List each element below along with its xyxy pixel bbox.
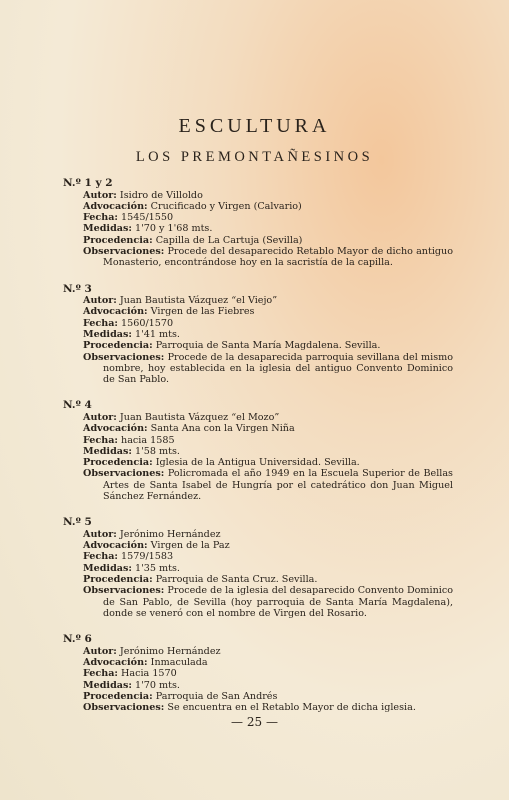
medidas-value: 1'70 y 1'68 mts.	[135, 223, 213, 235]
entry-number: N.º 3	[63, 282, 92, 295]
advocacion-field	[83, 657, 453, 668]
advocacion-value: Virgen de las Fiebres	[150, 306, 255, 318]
catalog-entry	[63, 517, 453, 619]
fecha-field	[83, 212, 453, 223]
medidas-field	[83, 446, 453, 457]
fecha-value: 1560/1570	[121, 317, 174, 329]
advocacion-field	[83, 306, 453, 317]
procedencia-label: Procedencia:	[83, 234, 153, 246]
entry-number: N.º 1 y 2	[63, 177, 113, 189]
section-title: ESCULTURA	[178, 115, 331, 137]
fecha-label: Fecha:	[83, 434, 118, 446]
autor-field	[83, 646, 453, 657]
advocacion-label: Advocación:	[83, 306, 148, 318]
procedencia-label: Procedencia:	[83, 690, 153, 702]
fecha-label: Fecha:	[83, 317, 118, 329]
observaciones-field	[83, 585, 453, 619]
procedencia-field	[83, 235, 453, 246]
procedencia-label: Procedencia:	[83, 574, 153, 586]
fecha-field	[83, 668, 453, 679]
autor-label: Autor:	[83, 528, 117, 540]
medidas-value: 1'41 mts.	[135, 328, 180, 340]
procedencia-label: Procedencia:	[83, 340, 153, 352]
fecha-field	[83, 551, 453, 562]
observaciones-field	[83, 468, 453, 502]
observaciones-label: Observaciones:	[83, 702, 165, 714]
catalog-entry	[63, 400, 453, 502]
observaciones-value: Procede de la iglesia del desaparecido Convento Dominico de San Pablo, de Sevilla (hoy parroquia de Santa María Magdalena), donde se veneró con el nombre de Virgen del Rosario.	[103, 585, 453, 619]
fecha-value: 1579/1583	[121, 551, 174, 563]
autor-value: Juan Bautista Vázquez “el Mozo”	[119, 411, 280, 423]
autor-value: Isidro de Villoldo	[119, 189, 203, 201]
advocacion-field	[83, 423, 453, 434]
advocacion-label: Advocación:	[83, 200, 148, 212]
fecha-value: Hacia 1570	[121, 668, 177, 680]
observaciones-field	[83, 702, 453, 713]
fecha-value: hacia 1585	[121, 434, 175, 446]
procedencia-value: Capilla de La Cartuja (Sevilla)	[155, 234, 303, 246]
medidas-label: Medidas:	[83, 223, 132, 235]
procedencia-label: Procedencia:	[83, 457, 153, 469]
entry-number: N.º 6	[63, 633, 92, 646]
autor-label: Autor:	[83, 295, 117, 307]
observaciones-value: Procede de la desaparecida parroquia sevillana del mismo nombre, hoy establecida en la iglesia del antiguo Convento Dominico de San Pablo.	[103, 351, 453, 386]
medidas-label: Medidas:	[83, 562, 132, 574]
advocacion-value: Inmaculada	[150, 657, 208, 668]
procedencia-field	[83, 457, 453, 468]
observaciones-label: Observaciones:	[83, 351, 165, 363]
page-number: — 25 —	[231, 715, 278, 729]
advocacion-label: Advocación:	[83, 657, 148, 668]
procedencia-value: Parroquia de Santa María Magdalena. Sevilla.	[155, 340, 381, 352]
medidas-label: Medidas:	[83, 445, 132, 457]
advocacion-value: Santa Ana con la Virgen Niña	[150, 423, 295, 435]
autor-label: Autor:	[83, 189, 117, 201]
procedencia-value: Parroquia de San Andrés	[155, 690, 278, 702]
procedencia-value: Iglesia de la Antigua Universidad. Sevilla.	[155, 457, 360, 469]
procedencia-value: Parroquia de Santa Cruz. Sevilla.	[155, 574, 318, 586]
entry-number: N.º 5	[63, 516, 92, 529]
autor-field	[83, 295, 453, 306]
entry-body	[63, 529, 453, 619]
fecha-label: Fecha:	[83, 668, 118, 680]
autor-label: Autor:	[83, 411, 117, 423]
observaciones-value: Procede del desaparecido Retablo Mayor de dicho antiguo Monasterio, encontrándose hoy en la sacristía de la capilla.	[103, 245, 453, 269]
autor-field	[83, 190, 453, 201]
observaciones-field	[83, 246, 453, 269]
entry-body	[63, 646, 453, 714]
fecha-label: Fecha:	[83, 212, 118, 224]
fecha-field	[83, 318, 453, 329]
observaciones-value: Se encuentra en el Retablo Mayor de dicha iglesia.	[167, 702, 416, 714]
autor-value: Juan Bautista Vázquez “el Viejo”	[119, 295, 278, 307]
catalog-entry	[63, 284, 453, 386]
catalog-entry	[63, 634, 453, 713]
entry-body	[63, 295, 453, 385]
medidas-value: 1'35 mts.	[135, 562, 180, 574]
autor-field	[83, 412, 453, 423]
medidas-label: Medidas:	[83, 679, 132, 691]
fecha-field	[83, 435, 453, 446]
medidas-value: 1'70 mts.	[135, 679, 180, 691]
fecha-value: 1545/1550	[121, 212, 174, 224]
advocacion-field	[83, 540, 453, 551]
advocacion-label: Advocación:	[83, 423, 148, 435]
advocacion-field	[83, 201, 453, 212]
observaciones-field	[83, 352, 453, 386]
autor-label: Autor:	[83, 645, 117, 657]
autor-value: Jerónimo Hernández	[119, 645, 221, 657]
catalog-entries	[63, 178, 453, 728]
medidas-label: Medidas:	[83, 328, 132, 340]
entry-body	[63, 190, 453, 269]
advocacion-label: Advocación:	[83, 540, 148, 552]
entry-body	[63, 412, 453, 502]
section-subtitle: LOS PREMONTAÑESINOS	[135, 149, 374, 165]
medidas-field	[83, 680, 453, 691]
medidas-field	[83, 329, 453, 340]
advocacion-value: Virgen de la Paz	[150, 540, 230, 552]
autor-field	[83, 529, 453, 540]
observaciones-value: Policromada el año 1949 en la Escuela Superior de Bellas Artes de Santa Isabel de Hungría por el catedrático don Juan Miguel Sánchez Fernández.	[103, 468, 453, 503]
observaciones-label: Observaciones:	[83, 245, 165, 257]
fecha-label: Fecha:	[83, 551, 118, 563]
entry-number: N.º 4	[63, 399, 92, 412]
procedencia-field	[83, 691, 453, 702]
catalog-entry	[63, 178, 453, 269]
medidas-field	[83, 223, 453, 234]
medidas-field	[83, 563, 453, 574]
observaciones-label: Observaciones:	[83, 585, 165, 597]
observaciones-label: Observaciones:	[83, 468, 165, 480]
procedencia-field	[83, 340, 453, 351]
medidas-value: 1'58 mts.	[135, 445, 180, 457]
advocacion-value: Crucificado y Virgen (Calvario)	[150, 200, 302, 212]
procedencia-field	[83, 574, 453, 585]
autor-value: Jerónimo Hernández	[119, 528, 221, 540]
